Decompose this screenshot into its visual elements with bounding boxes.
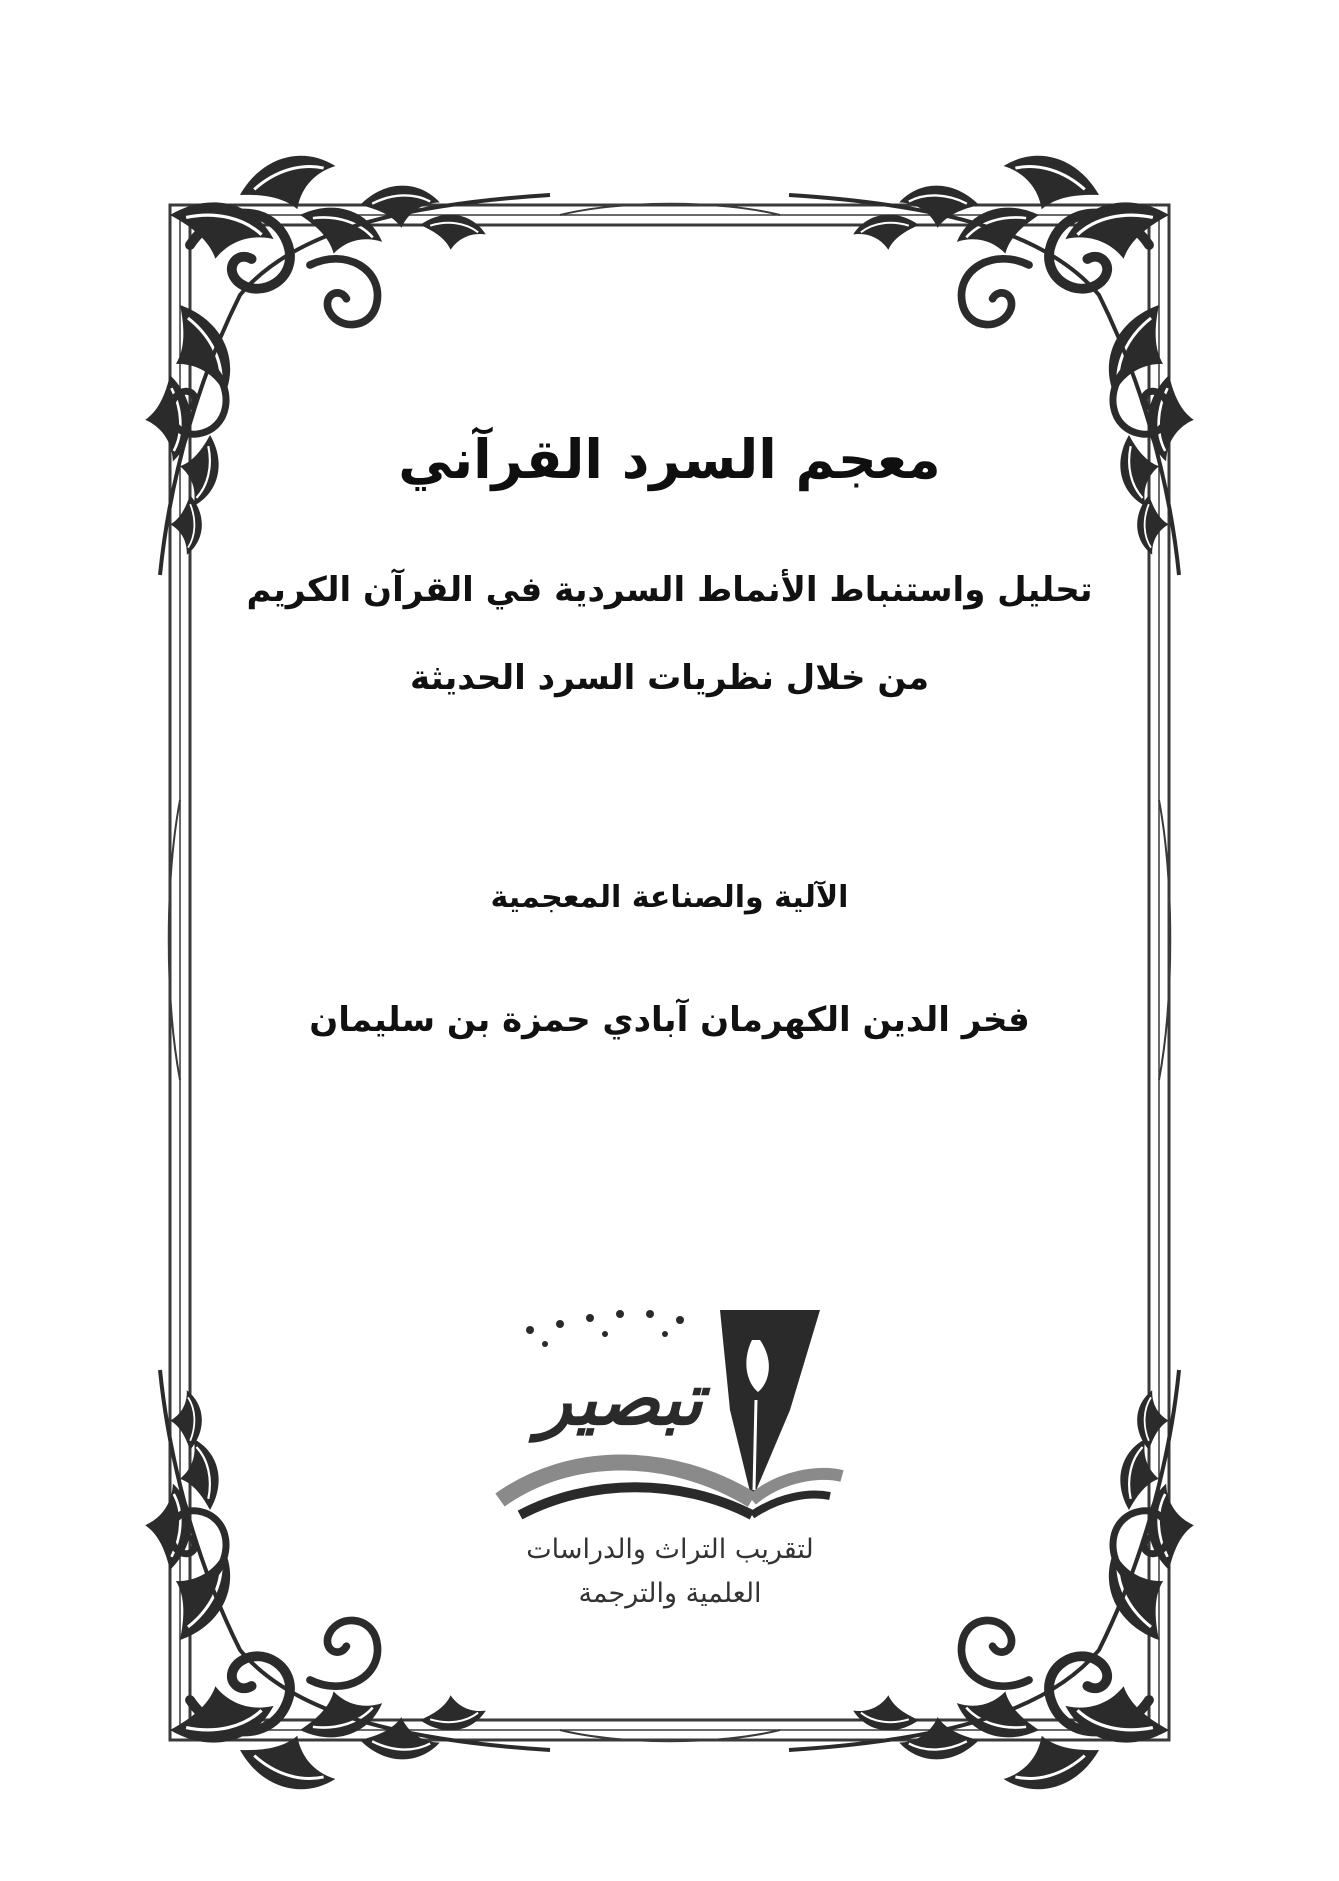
book-subtitle-line-1: تحليل واستنباط الأنماط السردية في القرآن الكريم [246,570,1093,610]
publisher-tagline-line-1: لتقريب التراث والدراسات [526,1534,814,1565]
corner-ornament-top-right [789,149,1197,575]
corner-ornament-bottom-right [789,1370,1197,1796]
book-subtitle-line-2: من خلال نظريات السرد الحديثة [410,658,929,698]
publisher-logo [490,1300,850,1630]
corner-ornament-top-left [142,149,550,575]
series-title: الآلية والصناعة المعجمية [490,880,849,915]
publisher-logo-name: تبصير [537,1356,703,1441]
publisher-tagline-line-2: العلمية والترجمة [578,1578,762,1609]
author-name: فخر الدين الكهرمان آبادي حمزة بن سليمان [309,1000,1030,1040]
corner-ornament-bottom-left [142,1370,550,1796]
book-title: معجم السرد القرآني [398,428,941,491]
